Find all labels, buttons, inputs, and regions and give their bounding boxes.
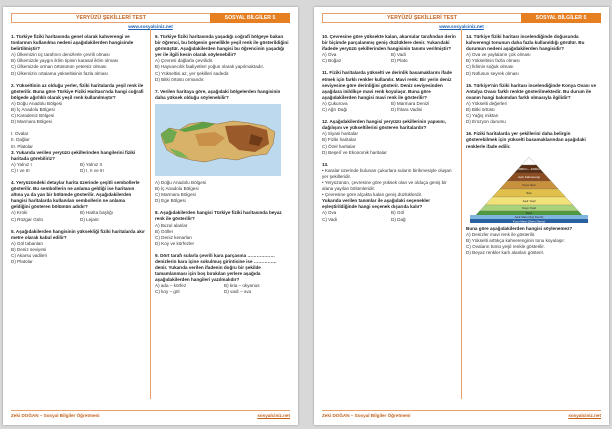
answer-option[interactable]: A) Ülkemizin üç tarafının denizlerle çevrili olması — [11, 52, 110, 58]
question-text: 7. Verilen haritaya göre, aşağıdaki bölgelerden hangisinin daha yüksek olduğu söylenebilir? — [155, 88, 281, 100]
answer-option[interactable]: A) Ova ve yaylaların çok olması — [466, 52, 531, 58]
left-column-1 — [11, 34, 145, 271]
question-block — [155, 253, 289, 296]
answer-option[interactable]: D) Plato — [391, 58, 408, 64]
statement-line: III. Platolar — [11, 143, 33, 149]
question-prompt: Yukarıda verilen tanımlar ile aşağıdaki seçenekler eşleştirildiğinde hangi seçenek dışarıda kalır? — [322, 198, 431, 210]
test-page-right — [314, 7, 609, 425]
question-block — [466, 83, 600, 126]
answer-options — [11, 162, 145, 174]
site-link[interactable]: www.sosyalciniz.net — [128, 24, 173, 29]
answer-option[interactable]: D) Koy ve körfezler — [155, 240, 195, 246]
answer-option[interactable]: D) vadi – ova — [224, 289, 252, 295]
answer-option[interactable]: C) Boğaz — [322, 58, 342, 64]
answer-options — [322, 210, 456, 222]
answer-option[interactable]: A) Göl tabanları — [11, 240, 44, 246]
footer-site[interactable]: sosyalciniz.net — [257, 412, 290, 418]
elevation-label: Koyu Yeşil — [522, 205, 536, 210]
sea-label-shallow: Açık Mavi (Sığ Deniz) — [514, 214, 544, 219]
answer-option[interactable]: A) Ova — [322, 210, 337, 216]
answer-option[interactable]: B) Yalnız II — [80, 161, 103, 167]
answer-option[interactable]: A) Siyasi haritalar — [322, 131, 358, 137]
answer-option[interactable]: A) Buzul alanlar — [155, 222, 188, 228]
answer-option[interactable]: B) Vadi — [391, 52, 406, 58]
question-block — [11, 180, 145, 223]
answer-option[interactable]: A) Ova — [322, 52, 337, 58]
subject-label: SOSYAL BİLGİLER 5 — [521, 13, 601, 23]
bullet-item: • Karalar üzerinde bulunan çukurlara suların birikmesiyle oluşan yer şekilleridir. — [322, 167, 452, 179]
answer-option[interactable]: D) Platolar — [11, 259, 33, 265]
column-divider — [461, 29, 462, 399]
answer-option[interactable]: C) I ve III — [11, 167, 30, 173]
elevation-label: Koyu Sarı — [522, 182, 536, 187]
answer-option[interactable]: B) Bitki örtüsü — [466, 107, 495, 113]
page-header — [11, 13, 290, 23]
answer-options — [466, 232, 600, 256]
answer-option[interactable]: B) Fiziki haritalar — [322, 137, 357, 143]
question-block — [11, 34, 145, 77]
question-text: 9. Dört tarafı sularla çevrili kara parçasına ……………… denizlerin kara içine sokulmuş girintisine ise …………… denir. Yukarıda verilen ifadenin doğru bir şekilde tamamlanması için boş bırakılan yerlere aşağıda aşağıdakilerden hangileri yazılmalıdır? — [155, 252, 277, 283]
elevation-label-top: Koyu Kahverengi — [517, 160, 541, 165]
elevation-label: Mavi — [525, 210, 533, 215]
answer-option[interactable]: B) Yükselti arttıkça kahverenginin tonu koyulaşır. — [466, 237, 565, 243]
question-text: 12. Aşağıdakilerden hangisi yeryüzü şekillerinin yapısını, dağılışını ve yükseltilerini gösteren haritalardır? — [322, 119, 446, 131]
answer-options — [155, 58, 289, 82]
page-footer — [322, 410, 601, 419]
test-page-left — [3, 7, 298, 425]
question-block — [11, 83, 145, 126]
answer-option[interactable]: C) Yükseltisi az, yer şekilleri sadedir. — [155, 70, 230, 76]
footer-site[interactable]: sosyalciniz.net — [568, 412, 601, 418]
answer-option[interactable]: C) Ağrı Dağı — [322, 107, 348, 113]
answer-option[interactable]: C) İklimin soğuk olması — [466, 64, 514, 70]
answer-option[interactable]: C) Akarsu vadileri — [11, 253, 47, 258]
answer-option[interactable]: A) Yükselti değerleri — [466, 100, 508, 106]
answer-option[interactable]: A) Kroki — [11, 210, 28, 216]
subject-label: SOSYAL BİLGİLER 5 — [210, 13, 290, 23]
answer-option[interactable]: A) ada – körfez — [155, 283, 187, 289]
statement-line: I. Ovalar — [11, 131, 29, 137]
answer-option[interactable]: D) Marmara Bölgesi — [11, 119, 52, 125]
answer-options — [466, 101, 600, 125]
question-prompt: Buna göre aşağıdakilerden hangisi söylenemez? — [466, 225, 573, 231]
answer-option[interactable]: D) Ülkemizin ortalama yükseltisinin fazla olması — [11, 70, 109, 76]
answer-options — [11, 101, 145, 125]
bullet-item: • Yeryüzünün, çevresine göre yüksek olan ve olduça geniş bir alana yayılan bölümleridir. — [322, 179, 447, 192]
answer-option[interactable]: B) Hayvancılık faaliyetleri yoğun olarak yapılmaktadır. — [155, 64, 265, 70]
answer-options — [155, 180, 289, 204]
answer-option[interactable]: B) kıta – okyanus — [224, 283, 260, 289]
answer-option[interactable]: D) I, II ve III — [80, 167, 104, 173]
question-block — [155, 89, 289, 205]
question-block — [466, 34, 600, 77]
test-title: YERYÜZÜ ŞEKİLLERİ TEST — [11, 13, 210, 23]
answer-option[interactable]: D) Bitki örtüsü ormandır. — [155, 76, 205, 82]
answer-option[interactable]: D) Beyaz renkler karlı alanları gösterir. — [466, 249, 545, 255]
answer-option[interactable]: C) Marmara Bölgesi — [155, 192, 196, 198]
answer-options — [11, 210, 145, 222]
answer-options — [466, 52, 600, 76]
question-text: 6. Türkiye fiziki haritasında yaşadığı coğrafi bölgeye bakan bir öğrenci, bu bölgenin genellikle yeşil renk ile gösterildiğini görmüştür. Aşağıdakilerden hangisi bu öğrencinin yaşadığı yer ile ilgili kesin olarak söylenebilir? — [155, 34, 289, 58]
answer-option[interactable]: D) İhlara Vadisi — [391, 107, 423, 113]
answer-option[interactable]: D) Lejant — [80, 216, 99, 222]
answer-option[interactable]: D) Ege Bölgesi — [155, 198, 186, 204]
answer-options — [155, 283, 289, 295]
answer-option[interactable]: A) Çevresi dağlarla çevrilidir. — [155, 58, 214, 64]
question-block — [155, 34, 289, 83]
question-text: 16. Fiziki haritalarda yer şekillerini daha belirgin gösterebilmek için yükselti basamaklarından aşağıdaki renklerle ifade edilir. — [466, 131, 586, 149]
answer-option[interactable]: B) İç Anadolu Bölgesi — [11, 107, 55, 113]
answer-option[interactable]: C) Rüzgar Gülü — [11, 216, 43, 222]
answer-options — [11, 52, 145, 76]
answer-option[interactable]: A) Doğu Anadolu Bölgesi — [155, 179, 207, 185]
right-column-1 — [322, 34, 456, 229]
elevation-color-diagram — [466, 153, 592, 223]
site-link[interactable]: www.sosyalciniz.net — [439, 24, 484, 29]
answer-options — [322, 131, 456, 155]
answer-option[interactable]: C) Vadi — [322, 216, 337, 222]
question-block — [155, 210, 289, 247]
question-block — [11, 229, 145, 266]
elevation-label: 3000m – 4000m — [518, 166, 540, 171]
question-text: 5. Aşağıdakilerden hangisinin yüksekliği fiziki haritalarda akır metre olarak kabul edilir? — [11, 228, 145, 240]
answer-option[interactable]: B) Ülkemizde yaygın iklim tipinin karasal iklim olması — [11, 58, 119, 64]
answer-option[interactable]: C) Karadeniz Bölgesi — [11, 113, 55, 119]
answer-option[interactable]: D) Dağ — [391, 216, 406, 222]
left-column-2 — [155, 34, 289, 302]
answer-option[interactable]: B) Göl — [391, 210, 405, 216]
footer-author: Zeki DOĞAN – Sosyal Bilgiler Öğretmeni — [322, 412, 411, 418]
answer-option[interactable]: C) Deniz kenarları — [155, 234, 193, 240]
statement-line: II. Dağlar — [11, 137, 30, 143]
bullet-item: • Çevresine göre alçakta kalan geniş düzlüklerdir. — [322, 192, 423, 198]
elevation-label: Sarı — [526, 190, 532, 195]
question-text: 2. Yükseltinin az olduğu yerler, fiziki haritalarda yeşil renk ile gösterilir. Buna göre Türkiye Fiziki Haritası'nda hangi coğrafi bölgede ağırlıklı olarak yeşil renk kullanılmıştır? — [11, 82, 144, 100]
elevation-label: Açık Yeşil — [522, 198, 536, 203]
answer-option[interactable]: B) Deniz seviyesi — [11, 246, 47, 252]
question-text: 4. Yeryüzündeki detaylar harita üzerinde çeşitli sembollerle gösterilir. Bu sembollerin ne anlama geldiği ise haritanın altına ya da yan bir bölümde gösterilir. Aşağıdakilerden hangisi haritalarda kullanılan sembollerin ne anlama geldiğini gösteren bölümün adıdır? — [11, 179, 140, 210]
answer-option[interactable]: D) Beşerî ve Ekonomik haritalar — [322, 149, 387, 155]
elevation-label: Açık Kahverengi — [518, 174, 540, 179]
question-text: 8. Aşağıdakilerden hangisi Türkiye fiziki haritasında beyaz renk ile gösterilir? — [155, 210, 282, 222]
question-block — [322, 119, 456, 156]
answer-options — [11, 241, 145, 265]
answer-option[interactable]: D) Nüfusun seyrek olması — [466, 70, 519, 76]
answer-option[interactable]: C) Ülkemizde orman örtüsünün yetersiz olması — [11, 64, 107, 70]
sea-label-deep: Koyu Mavi (Derin Deniz) — [512, 218, 546, 223]
answer-option[interactable]: C) Ovaların tümü yeşil renkle gösterilir. — [466, 243, 545, 249]
question-text: 1. Türkiye fiziki haritasında genel olarak kahverengi ve tonlarının kullanılma nedeni aşağıdakilerden hangisinde belirtilmiştir? — [11, 34, 134, 52]
question-block — [11, 131, 145, 174]
answer-options — [155, 223, 289, 247]
answer-option[interactable]: A) Denizler mavi renk ile gösterilir. — [466, 231, 536, 237]
answer-option[interactable]: A) Doğu Anadolu Bölgesi — [11, 100, 63, 106]
answer-option[interactable]: A) Yalnız I — [11, 161, 32, 167]
answer-option[interactable]: B) Yükseltinin fazla olması — [466, 58, 520, 64]
answer-option[interactable]: C) Yağış miktarı — [466, 113, 499, 119]
test-title: YERYÜZÜ ŞEKİLLERİ TEST — [322, 13, 521, 23]
answer-options — [322, 101, 456, 113]
column-divider — [150, 29, 151, 399]
question-text: 10. Çevresine göre yüksekte kalan, akarsular tarafından derin bir biçimde parçalanmış geniş düzlüklere denir. Yukarıdaki ifadede yeryüzü şekillerinden hangisinin tanımı verilmiştir? — [322, 34, 456, 52]
question-text: 15. Türkiye'nin fiziki haritası incelendiğinde Konya Ovası ve Antalya Ovası farklı renkte gösterilmektedir. Bu durum ile ovanın hangi bakımdan farklı olmasıyla ilgilidir? — [466, 82, 597, 100]
answer-option[interactable]: B) Göller — [155, 228, 174, 234]
question-text: 13. — [322, 161, 329, 167]
question-text: 11. Fiziki haritalarda yükselti ve derinlik basamaklarını ifade etmek için farklı renkler kullanılır. Mavi renk: Bir yerin deniz seviyesine göre derinliğini gösterir. Deniz seviyesinden aşağılara inildikçe mavi renk koyulaşır. Buna göre aşağıdakilerden hangisi mavi renk ile gösterilir? — [322, 70, 452, 100]
answer-option[interactable]: C) Özel haritalar — [322, 143, 356, 149]
answer-option[interactable]: B) İç Anadolu Bölgesi — [155, 186, 199, 192]
question-block — [322, 34, 456, 64]
page-header — [322, 13, 601, 23]
page-footer — [11, 410, 290, 419]
footer-author: Zeki DOĞAN – Sosyal Bilgiler Öğretmeni — [11, 412, 100, 418]
answer-option[interactable]: A) Çukurova — [322, 100, 348, 106]
question-block — [322, 70, 456, 113]
question-block — [322, 162, 456, 223]
answer-option[interactable]: C) koy – göl — [155, 289, 180, 295]
answer-option[interactable]: B) Marmara Denizi — [391, 100, 430, 106]
answer-option[interactable]: D) Erozyon durumu — [466, 119, 506, 125]
question-block — [466, 131, 600, 256]
answer-option[interactable]: B) Harita başlığı — [80, 210, 113, 216]
question-text: 14. Türkiye fiziki haritası incelendiğinde doğusunda kahverengi tonunun daha fazla kullanıldığı görülür. Bu durumun nedeni aşağıdakilerden hangisidir? — [466, 34, 585, 52]
turkey-physical-map — [155, 104, 281, 176]
question-text: 3. Yukarıda verilen yeryüzü şekillerinden hangilerini fiziki haritada görebiliriz? — [11, 149, 136, 161]
answer-options — [322, 52, 456, 64]
right-column-2 — [466, 34, 600, 262]
